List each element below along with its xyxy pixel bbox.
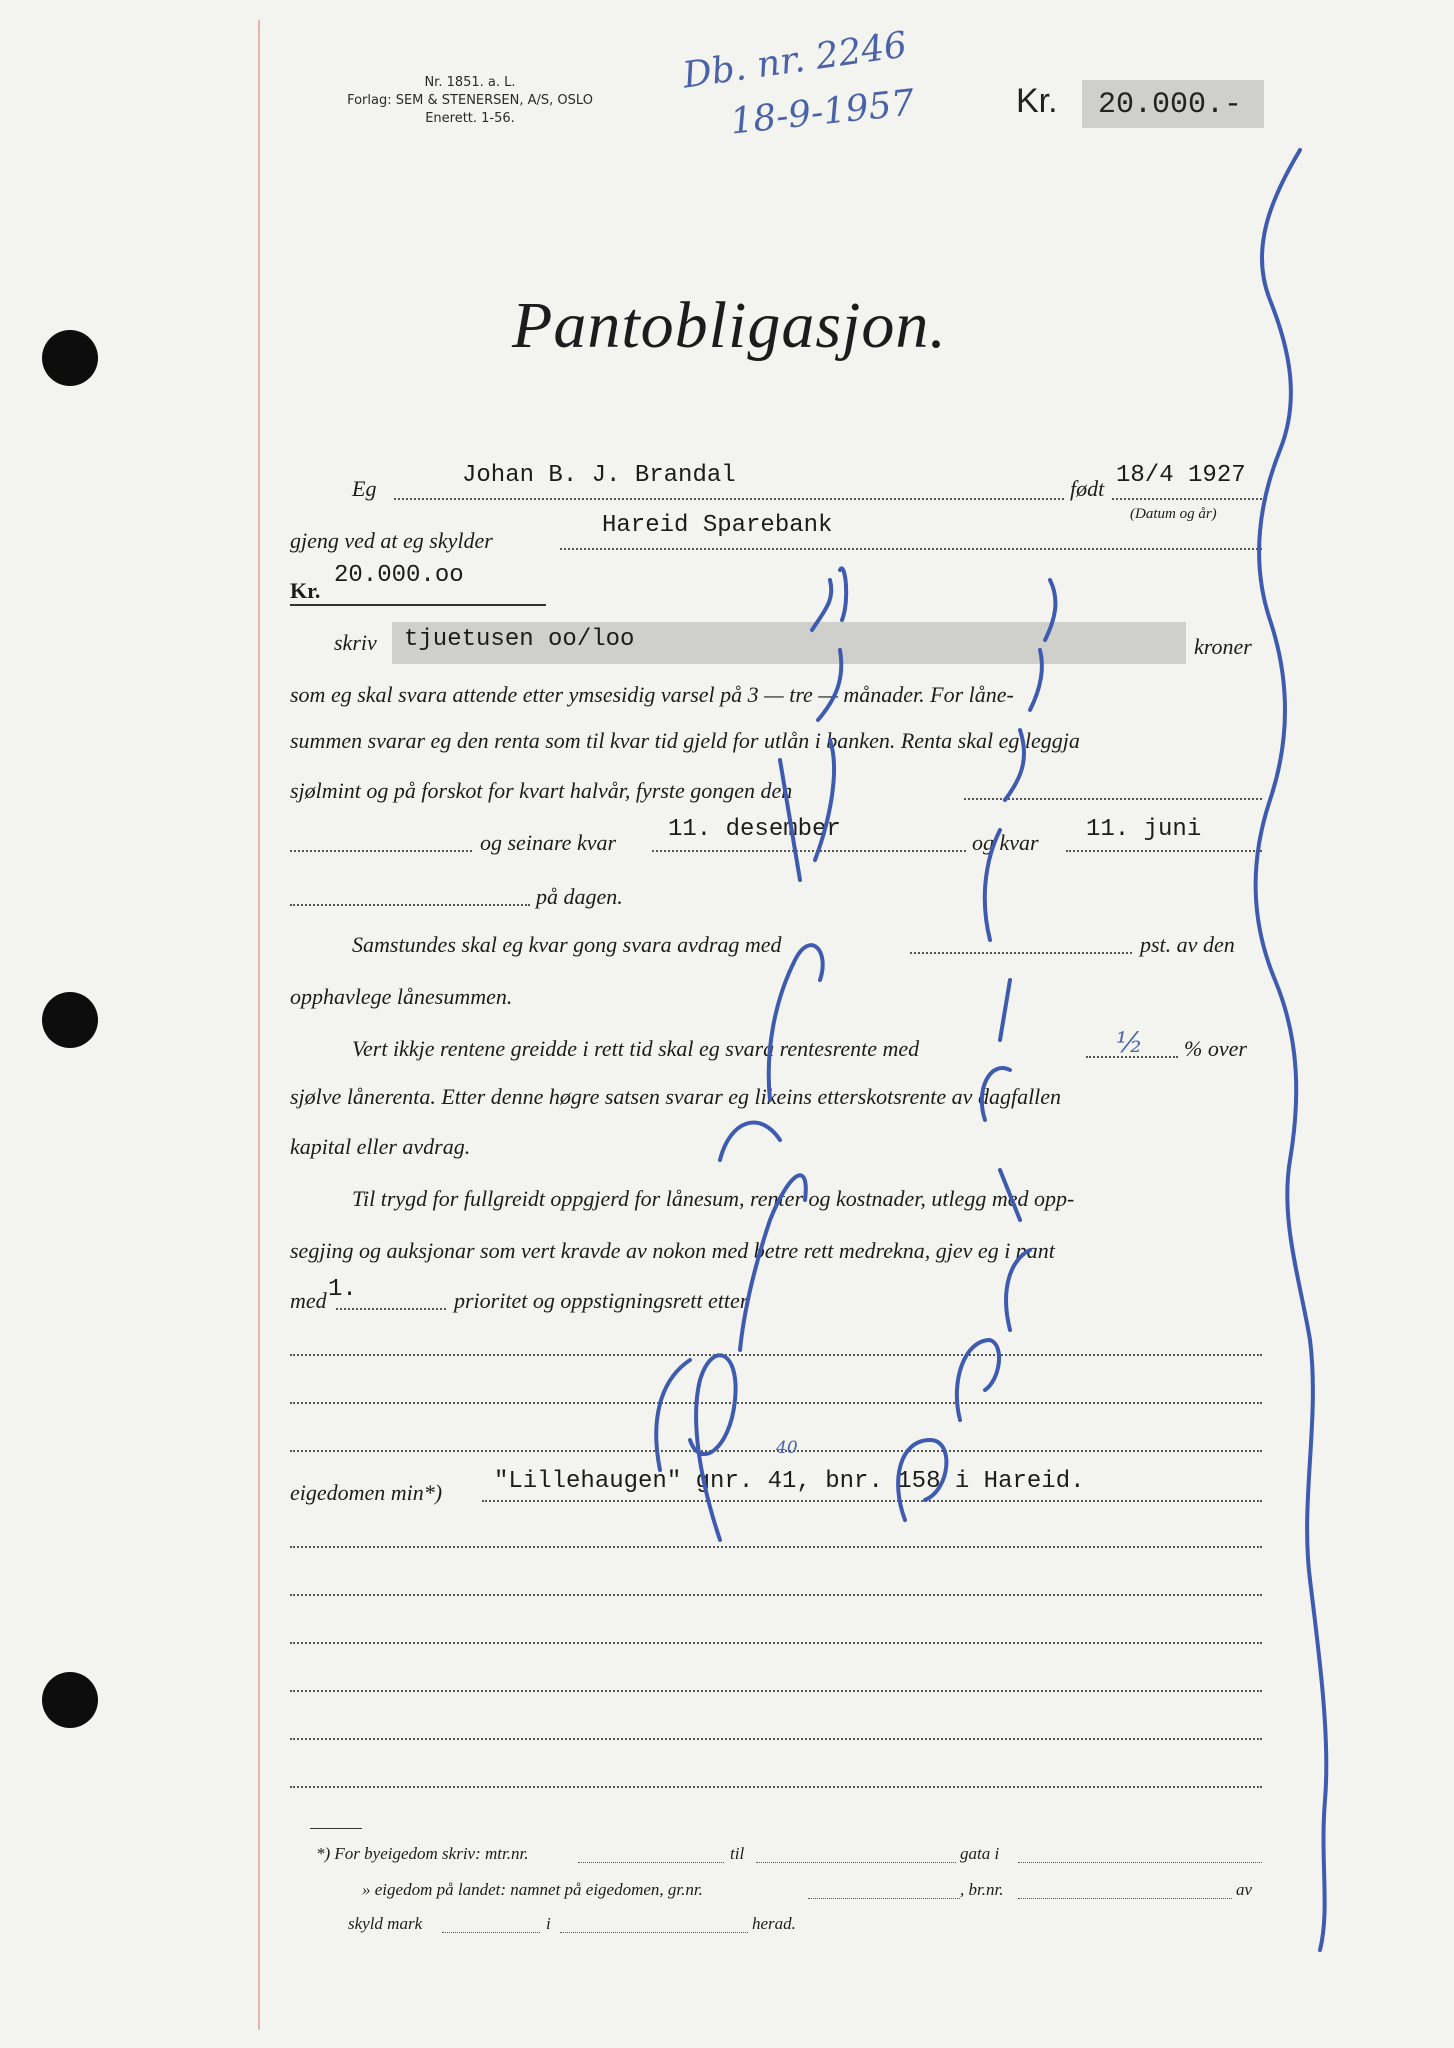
footnote-3b: i [546, 1914, 551, 1933]
handwritten-reference: Db. nr. 2246 [680, 24, 910, 97]
skylder-label: gjeng ved at eg skylder [290, 528, 493, 553]
datum-hint: (Datum og år) [1130, 506, 1217, 522]
terms-line-10: segjing og auksjonar som vert kravde av nokon med betre rett medrekna, gjev eg i pant [290, 1238, 1055, 1263]
payment-date-1: 11. desember [668, 816, 841, 843]
footnote-3a: skyld mark [348, 1914, 423, 1933]
skriv-label: skriv [334, 630, 377, 655]
amount-in-words: tjuetusen oo/loo [404, 626, 635, 653]
kroner-label: kroner [1194, 634, 1252, 659]
gnr-correction: 40 [776, 1438, 798, 1458]
eigedom-label: eigedomen min*) [290, 1480, 443, 1505]
handwritten-date: 18-9-1957 [728, 82, 917, 143]
kr-label: Kr. [290, 578, 321, 603]
footnote-2a: » eigedom på landet: namnet på eigedomen, gr.nr. [362, 1880, 703, 1899]
fodt-label: født [1070, 476, 1105, 501]
header-amount: 20.000.- [1098, 88, 1243, 122]
penalty-rate: ½ [1116, 1026, 1144, 1059]
publisher-name: Forlag: SEM & STENERSEN, A/S, OSLO [347, 93, 593, 108]
terms-line-1: som eg skal svara attende etter ymsesidig varsel på 3 — tre — månader. For låne- [290, 682, 1014, 707]
terms-line-4b: pst. av den [1140, 932, 1235, 957]
eg-label: Eg [352, 476, 377, 501]
kvar-label: og kvar [972, 830, 1039, 855]
creditor-name: Hareid Sparebank [602, 512, 833, 539]
terms-line-7: sjølve lånerenta. Etter denne høgre satsen svarar eg likeins etterskotsrente av dagfallen [290, 1084, 1062, 1109]
amount-figure: 20.000.oo [334, 562, 464, 589]
terms-line-2: summen svarar eg den renta som til kvar tid gjeld for utlån i banken. Renta skal eg leggja [290, 728, 1080, 753]
copyright-note: Enerett. 1-56. [425, 111, 515, 126]
form-number: Nr. 1851. a. L. [424, 75, 516, 90]
terms-line-5: opphavlege lånesummen. [290, 984, 513, 1009]
footnote-1a: *) For byeigedom skriv: mtr.nr. [316, 1844, 529, 1863]
terms-line-8: kapital eller avdrag. [290, 1134, 471, 1159]
terms-line-11: prioritet og oppstigningsrett etter [454, 1288, 749, 1313]
terms-line-6b: % over [1184, 1036, 1247, 1061]
med-label: med [290, 1288, 327, 1313]
header-kr-label: Kr. [1016, 82, 1058, 120]
terms-line-9: Til trygd for fullgreidt oppgjerd for lånesum, renter og kostnader, utlegg med opp- [352, 1186, 1075, 1211]
property-description: "Lillehaugen" gnr. 41, bnr. 158 i Hareid. [494, 1468, 1085, 1495]
terms-line-6a: Vert ikkje rentene greidde i rett tid skal eg svara rentesrente med [352, 1036, 920, 1061]
payment-date-2: 11. juni [1086, 816, 1202, 843]
terms-line-3: sjølmint og på forskot for kvart halvår, fyrste gongen den [290, 778, 793, 803]
terms-line-4a: Samstundes skal eg kvar gong svara avdrag med [352, 932, 782, 957]
footnote-2c: av [1236, 1880, 1253, 1899]
priority-number: 1. [328, 1276, 357, 1303]
debtor-name: Johan B. J. Brandal [462, 462, 736, 489]
footnote-1c: gata i [960, 1844, 1000, 1863]
document-title: Pantobligasjon. [512, 289, 947, 362]
birth-date: 18/4 1927 [1116, 462, 1246, 489]
footnote-3c: herad. [752, 1914, 796, 1933]
footnote-1b: til [730, 1844, 745, 1863]
seinare-label: og seinare kvar [480, 830, 617, 855]
pa-dagen-label: på dagen. [536, 884, 623, 909]
footnote-2b: , br.nr. [960, 1880, 1004, 1899]
